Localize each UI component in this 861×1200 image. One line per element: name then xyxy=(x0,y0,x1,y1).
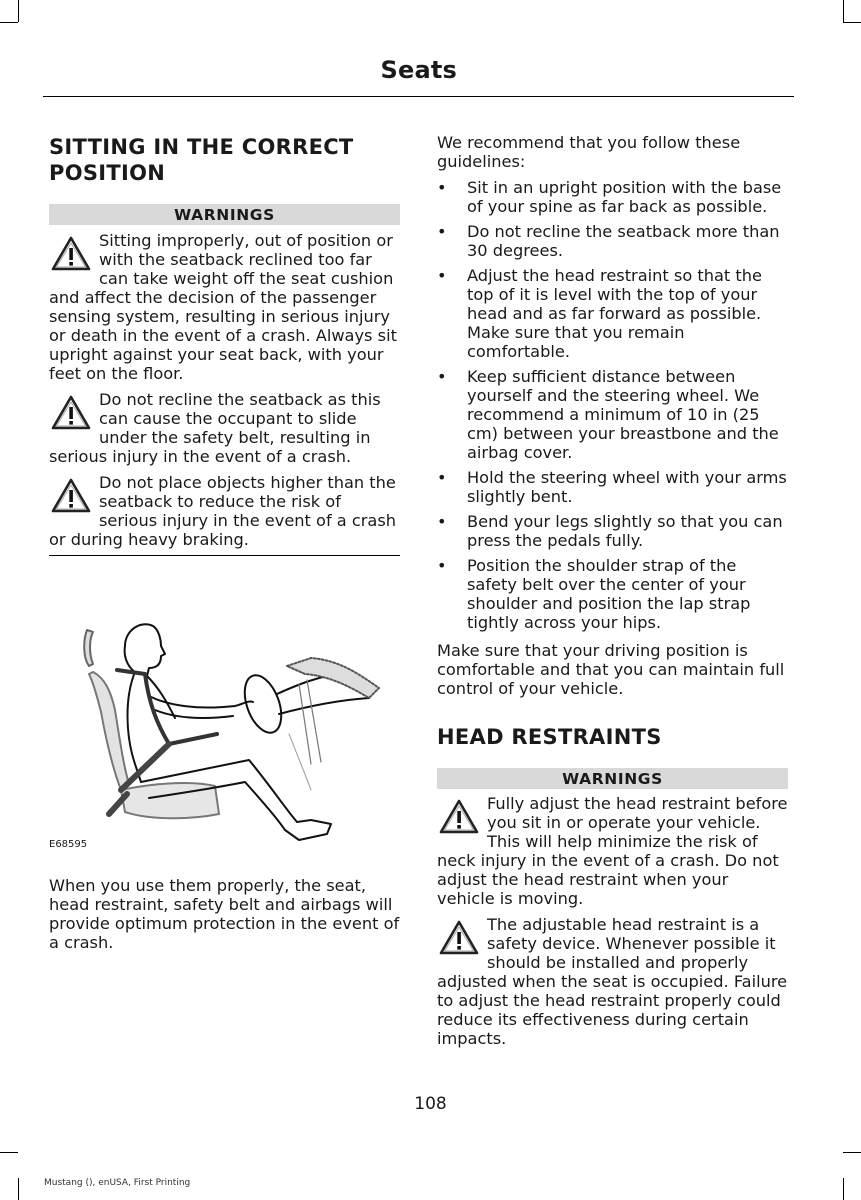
crop-mark xyxy=(843,1152,861,1153)
bullet-icon: • xyxy=(437,468,447,487)
figure-label: E68595 xyxy=(49,839,88,850)
list-item: • Sit in an upright position with the base of your spine as far back as possible. xyxy=(437,178,782,216)
warning-block xyxy=(437,915,788,1048)
seating-position-illustration xyxy=(49,614,400,854)
crop-mark xyxy=(18,1178,19,1200)
crop-mark xyxy=(843,22,861,23)
crop-mark xyxy=(0,1152,18,1153)
bullet-icon: • xyxy=(437,512,447,531)
crop-mark xyxy=(843,1178,844,1200)
list-item: • Do not recline the seatback more than 30 degrees. xyxy=(437,222,780,260)
warning-text: Fully adjust the head restraint before you sit in or operate your vehicle. This will help minimize the risk of neck injury in the event of a crash. Do not adjust the head restraint when your vehicle is moving. xyxy=(437,794,788,908)
crop-mark xyxy=(843,0,844,22)
warning-block xyxy=(49,473,400,549)
warning-text: Sitting improperly, out of position or with the seatback reclined too far can take weight off the seat cushion and affect the decision of the passenger sensing system, resulting in serious injury or death in the event of a crash. Always sit upright against your seat back, with your feet on the floor. xyxy=(49,231,397,383)
page-title: Seats xyxy=(380,56,457,84)
page-number: 108 xyxy=(414,1094,447,1114)
left-column xyxy=(49,134,400,952)
warning-block xyxy=(49,231,400,383)
warning-block xyxy=(49,390,400,466)
bullet-icon: • xyxy=(437,222,447,241)
warning-triangle-icon xyxy=(49,233,93,277)
driver-seating-figure xyxy=(49,614,400,854)
bullet-icon: • xyxy=(437,367,447,386)
warning-triangle-icon xyxy=(437,796,481,840)
list-item: • Position the shoulder strap of the safety belt over the center of your shoulder and position the lap strap tightly across your hips. xyxy=(437,556,751,632)
list-item: • Bend your legs slightly so that you can press the pedals fully. xyxy=(437,512,783,550)
bullet-icon: • xyxy=(437,556,447,575)
list-item: • Adjust the head restraint so that the top of it is level with the top of your head and as far forward as possible. Make sure that you remain comfortable. xyxy=(437,266,762,361)
closing-paragraph: When you use them properly, the seat, head restraint, safety belt and airbags will provide optimum protection in the event of a crash. xyxy=(49,876,400,952)
bullet-icon: • xyxy=(437,178,447,197)
warning-triangle-icon xyxy=(437,917,481,961)
warning-text: Do not recline the seatback as this can cause the occupant to slide under the safety belt, resulting in serious injury in the event of a crash. xyxy=(49,390,381,466)
warning-triangle-icon xyxy=(49,392,93,436)
driving-position-paragraph: Make sure that your driving position is comfortable and that you can maintain full control of your vehicle. xyxy=(437,641,785,698)
guidelines-list xyxy=(437,178,788,632)
warnings-divider xyxy=(49,555,400,556)
warnings-header: WARNINGS xyxy=(49,204,400,225)
intro-paragraph: We recommend that you follow these guidelines: xyxy=(437,133,741,171)
warning-triangle-icon xyxy=(49,475,93,519)
list-item: • Keep sufficient distance between yourself and the steering wheel. We recommend a minimum of 10 in (25 cm) between your breastbone and the airbag cover. xyxy=(437,367,779,462)
crop-mark xyxy=(0,22,18,23)
warning-block xyxy=(437,794,788,908)
warning-text: The adjustable head restraint is a safety device. Whenever possible it should be installed and properly adjusted when the seat is occupied. Failure to adjust the head restraint properly could reduce its effectiveness during certain impacts. xyxy=(437,915,788,1048)
section-heading: SITTING IN THE CORRECT POSITION xyxy=(49,135,354,185)
right-column xyxy=(437,133,788,1048)
section-heading: HEAD RESTRAINTS xyxy=(437,725,662,749)
bullet-icon: • xyxy=(437,266,447,285)
header-divider xyxy=(43,96,794,97)
warning-text: Do not place objects higher than the seatback to reduce the risk of serious injury in the event of a crash or during heavy braking. xyxy=(49,473,397,549)
printing-info: Mustang (), enUSA, First Printing xyxy=(44,1178,191,1188)
warnings-header: WARNINGS xyxy=(437,768,788,789)
crop-mark xyxy=(18,0,19,22)
list-item: • Hold the steering wheel with your arms slightly bent. xyxy=(437,468,787,506)
